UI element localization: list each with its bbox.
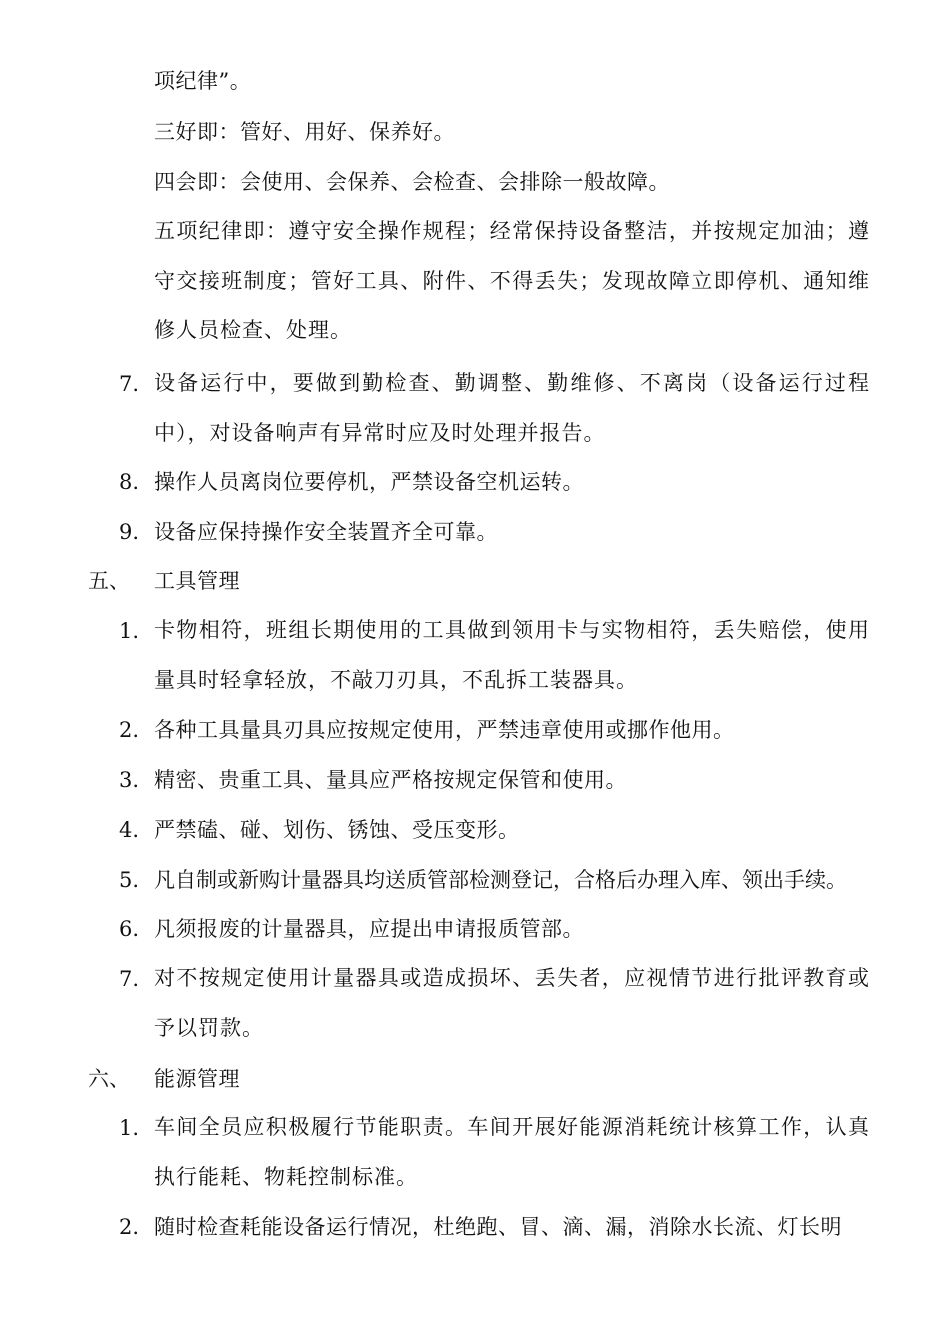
list-item-number: 2. <box>119 1215 140 1239</box>
list-item-text: 卡物相符，班组长期使用的工具做到领用卡与实物相符，丢失赔偿，使用量具时轻拿轻放，不敲刀刃具，不乱拆工装器具。 <box>154 618 870 692</box>
section-title: 能源管理 <box>154 1067 240 1091</box>
list-item-number: 1. <box>119 619 140 643</box>
section-number: 五、 <box>88 569 130 593</box>
list-item-number: 6. <box>119 917 140 941</box>
list-item-number: 9. <box>119 520 140 544</box>
paragraph-sanhao: 三好即：管好、用好、保养好。 <box>154 120 455 144</box>
list-item-number: 2. <box>119 718 140 742</box>
list-item-number: 4. <box>119 818 140 842</box>
list-item-text: 各种工具量具刃具应按规定使用，严禁违章使用或挪作他用。 <box>154 718 735 742</box>
list-item-number: 5. <box>119 868 140 892</box>
list-item-number: 1. <box>119 1116 140 1140</box>
list-item-text: 设备运行中，要做到勤检查、勤调整、勤维修、不离岗（设备运行过程中），对设备响声有异常时应及时处理并报告。 <box>154 371 870 445</box>
paragraph-wuxiang: 五项纪律即：遵守安全操作规程；经常保持设备整洁，并按规定加油；遵守交接班制度；管好工具、附件、不得丢失；发现故障立即停机、通知维修人员检查、处理。 <box>154 219 870 343</box>
list-item-text: 车间全员应积极履行节能职责。车间开展好能源消耗统计核算工作，认真执行能耗、物耗控制标准。 <box>154 1115 870 1189</box>
list-item-number: 8. <box>119 470 140 494</box>
section-number: 六、 <box>88 1067 130 1091</box>
list-item-text: 对不按规定使用计量器具或造成损坏、丢失者，应视情节进行批评教育或予以罚款。 <box>154 966 870 1040</box>
list-item-text: 精密、贵重工具、量具应严格按规定保管和使用。 <box>154 768 627 792</box>
list-item-text: 设备应保持操作安全装置齐全可靠。 <box>154 520 498 544</box>
list-item-number: 7. <box>119 372 140 396</box>
list-item-text: 操作人员离岗位要停机，严禁设备空机运转。 <box>154 470 584 494</box>
list-item-text: 严禁磕、碰、划伤、锈蚀、受压变形。 <box>154 818 520 842</box>
paragraph-continuation: 项纪律”。 <box>154 69 252 93</box>
list-item-text: 凡须报废的计量器具，应提出申请报质管部。 <box>154 917 584 941</box>
list-item-text: 凡自制或新购计量器具均送质管部检测登记，合格后办理入库、领出手续。 <box>154 868 847 892</box>
list-item-number: 7. <box>119 967 140 991</box>
paragraph-sihui: 四会即：会使用、会保养、会检查、会排除一般故障。 <box>154 170 670 194</box>
list-item-text: 随时检查耗能设备运行情况，杜绝跑、冒、滴、漏，消除水长流、灯长明 <box>154 1215 842 1239</box>
list-item-number: 3. <box>119 768 140 792</box>
section-title: 工具管理 <box>154 569 240 593</box>
